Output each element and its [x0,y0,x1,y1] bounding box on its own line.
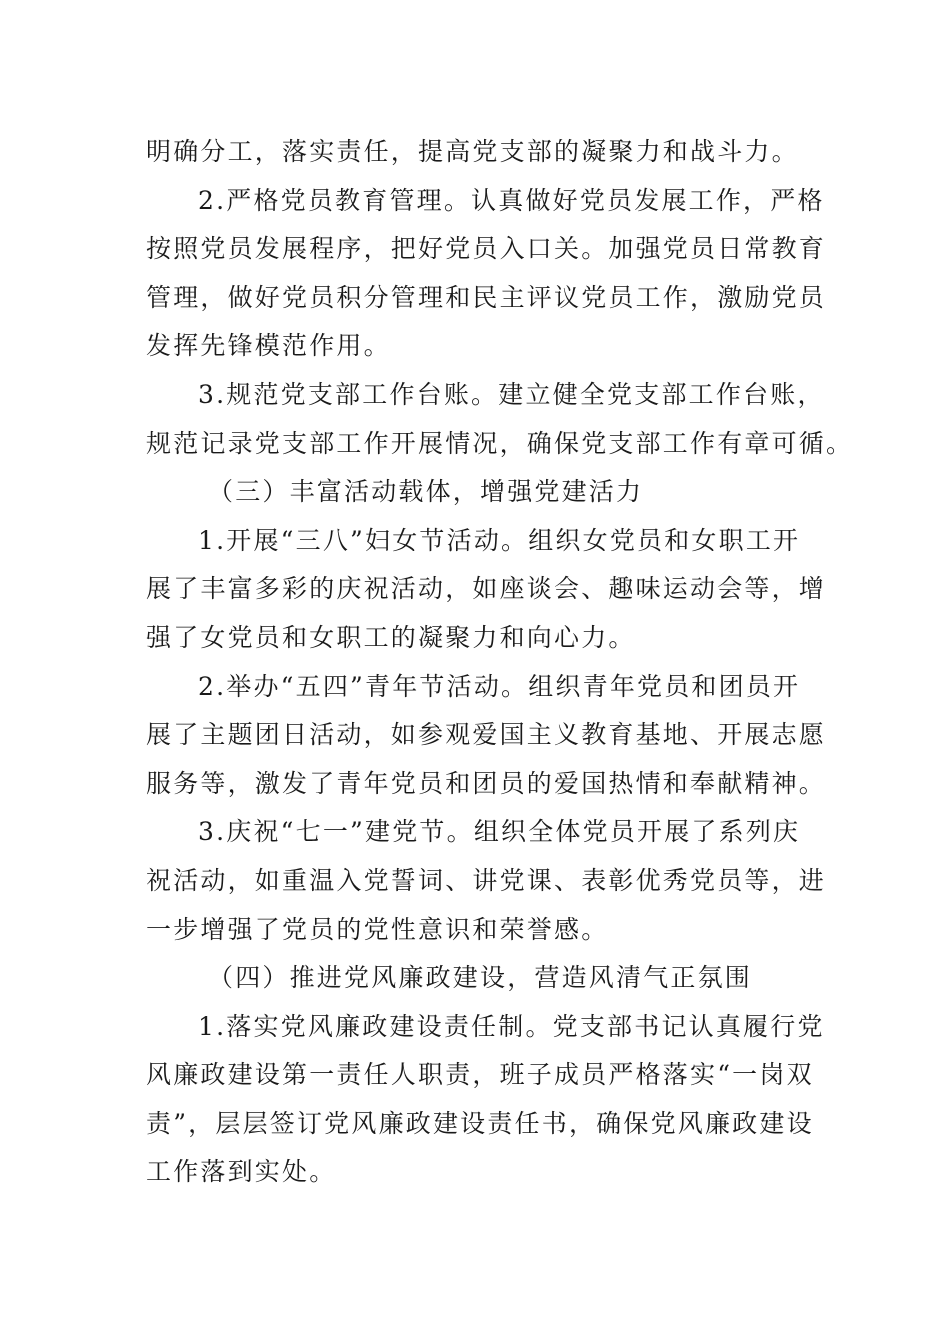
text-line: 发挥先锋模范作用。 [146,331,391,361]
text-line: 一步增强了党员的党性意识和荣誉感。 [146,914,609,944]
text-line: 祝活动，如重温入党誓词、讲党课、表彰优秀党员等，进 [146,865,827,895]
text-line: 责”，层层签订党风廉政建设责任书，确保党风廉政建设 [146,1108,814,1138]
text-line: 风廉政建设第一责任人职责，班子成员严格落实“一岗双 [146,1060,814,1090]
section-heading: （四）推进党风廉政建设，营造风清气正氛围 [208,963,753,993]
text-line: 服务等，激发了青年党员和团员的爱国热情和奉献精神。 [146,768,827,798]
text-line: 2.严格党员教育管理。认真做好党员发展工作，严格 [198,185,825,215]
text-line: 展了主题团日活动，如参观爱国主义教育基地、开展志愿 [146,720,827,750]
text-line: 1.落实党风廉政建设责任制。党支部书记认真履行党 [198,1011,825,1041]
text-line: 3.庆祝“七一”建党节。组织全体党员开展了系列庆 [198,817,801,847]
text-line: 管理，做好党员积分管理和民主评议党员工作，激励党员 [146,282,827,312]
text-line: 按照党员发展程序，把好党员入口关。加强党员日常教育 [146,234,827,264]
text-line: 规范记录党支部工作开展情况，确保党支部工作有章可循。 [146,428,854,458]
text-line: 3.规范党支部工作台账。建立健全党支部工作台账， [198,379,825,409]
text-line: 强了女党员和女职工的凝聚力和向心力。 [146,622,636,652]
text-line: 1.开展“三八”妇女节活动。组织女党员和女职工开 [198,525,801,555]
text-line: 展了丰富多彩的庆祝活动，如座谈会、趣味运动会等，增 [146,574,827,604]
text-line: 明确分工，落实责任，提高党支部的凝聚力和战斗力。 [146,137,799,166]
document-body [146,128,854,1197]
section-heading: （三）丰富活动载体，增强党建活力 [208,477,644,507]
text-line: 工作落到实处。 [146,1157,337,1187]
text-line: 2.举办“五四”青年节活动。组织青年党员和团员开 [198,671,801,701]
